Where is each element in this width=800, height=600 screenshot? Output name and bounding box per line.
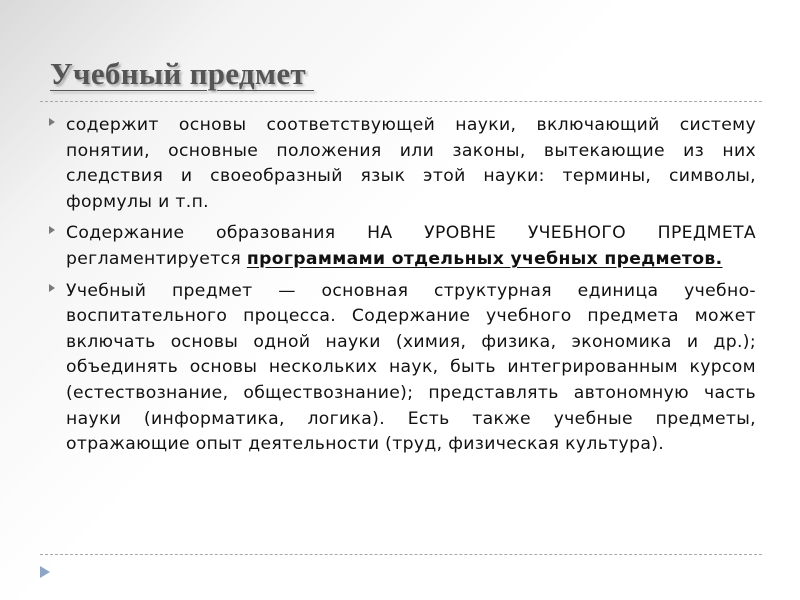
bullet-text-lead: Содержание образования НА УРОВНЕ УЧЕБНОГО ПРЕДМЕТА регламентируется [66,223,756,269]
bullet-text: содержит основы соответствующей науки, включающий систему понятии, основные положения или законы, вытекающие из них следствия и своеобразный язык этой науки: термины, символы, формулы и т.п. [66,115,756,212]
triangle-bullet-icon [49,118,55,126]
next-arrow-icon[interactable] [40,566,50,578]
bullet-text [66,221,756,272]
footer-divider [40,554,762,555]
triangle-bullet-icon [49,284,55,292]
emphasized-text: программами отдельных учебных предметов. [246,248,723,269]
slide-title: Учебный предмет [50,56,314,91]
slide-content [48,113,756,464]
bullet-item [48,279,756,458]
bullet-text: Учебный предмет — основная структурная единица учебно-воспитательного процесса. Содержание учебного предмета может включать основы одной науки (химия, физика, экономика и др.); объединять основы нескольких наук, быть интегрированным курсом (естествознание, обществознание); представлять автономную часть науки (информатика, логика). Есть также учебные предметы, отражающие опыт деятельности (труд, физическая культура). [66,280,756,455]
title-divider [40,101,762,102]
bullet-item [48,113,756,215]
triangle-bullet-icon [49,226,55,234]
bullet-item [48,221,756,272]
